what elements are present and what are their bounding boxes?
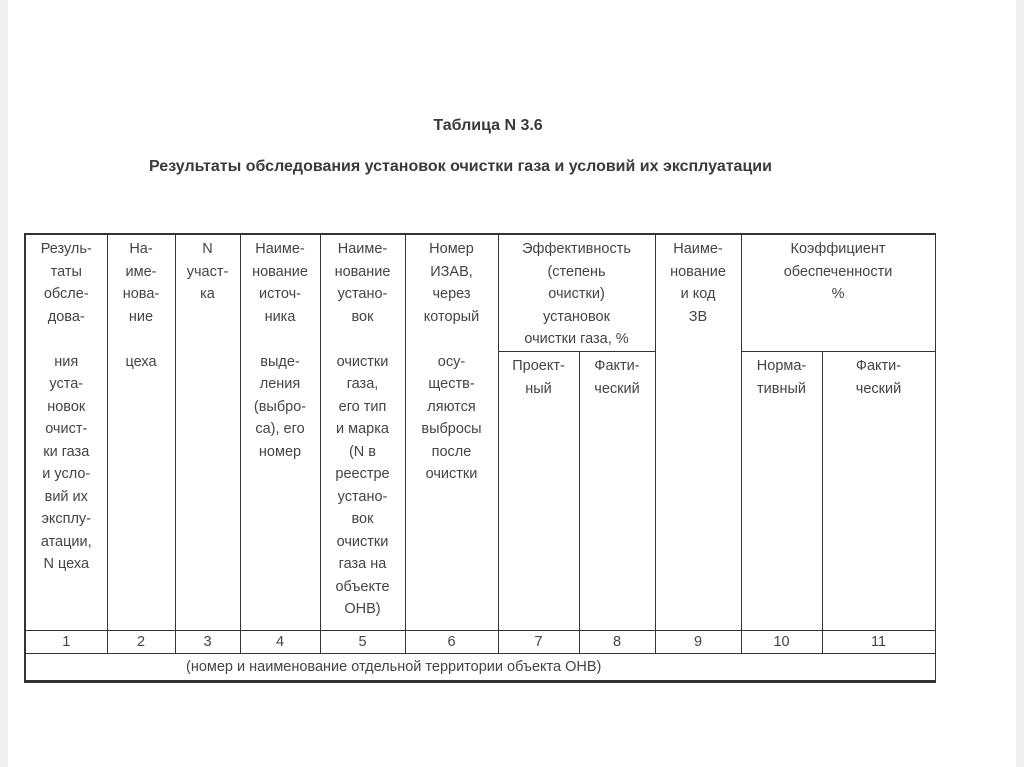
header-col-1: Резуль- таты обсле- дова- ния уста- новок очист- ки газа и усло- вий их эксплу- атации, N цеха (25, 234, 107, 631)
column-number: 10 (741, 631, 822, 654)
column-number: 1 (25, 631, 107, 654)
header-col-11-actual: Факти- ческий (822, 352, 935, 631)
document-page (8, 0, 1016, 767)
column-number: 11 (822, 631, 935, 654)
column-number: 6 (405, 631, 498, 654)
header-col-3: N участ- ка (175, 234, 240, 631)
header-col-10-normative: Норма- тивный (741, 352, 822, 631)
territory-row: (номер и наименование отдельной территории объекта ОНВ) (25, 654, 935, 682)
header-col-6: Номер ИЗАВ, через который осу- ществ- ляются выбросы после очистки (405, 234, 498, 631)
header-col-9: Наиме- нование и код ЗВ (655, 234, 741, 631)
header-group-coefficient: Коэффициент обеспеченности % (741, 234, 935, 352)
column-number: 8 (579, 631, 655, 654)
table-label: Таблица N 3.6 (433, 117, 543, 134)
column-number: 2 (107, 631, 175, 654)
results-table-wrap (24, 233, 902, 683)
header-group-efficiency: Эффективность (степень очистки) установок очистки газа, % (498, 234, 655, 352)
header-col-8-actual: Факти- ческий (579, 352, 655, 631)
column-number: 5 (320, 631, 405, 654)
table-title: Результаты обследования установок очистки газа и условий их эксплуатации (149, 158, 772, 175)
results-table (24, 233, 936, 683)
column-number: 4 (240, 631, 320, 654)
slide-frame-right (1016, 0, 1024, 767)
column-number-row (25, 631, 935, 654)
header-col-4: Наиме- нование источ- ника выде- ления (выбро- са), его номер (240, 234, 320, 631)
column-number: 7 (498, 631, 579, 654)
header-col-2: На- име- нова- ние цеха (107, 234, 175, 631)
column-number: 9 (655, 631, 741, 654)
slide-frame-left (0, 0, 8, 767)
header-col-7-design: Проект- ный (498, 352, 579, 631)
column-number: 3 (175, 631, 240, 654)
header-col-5: Наиме- нование устано- вок очистки газа, его тип и марка (N в реестре устано- вок очистки газа на объекте ОНВ) (320, 234, 405, 631)
